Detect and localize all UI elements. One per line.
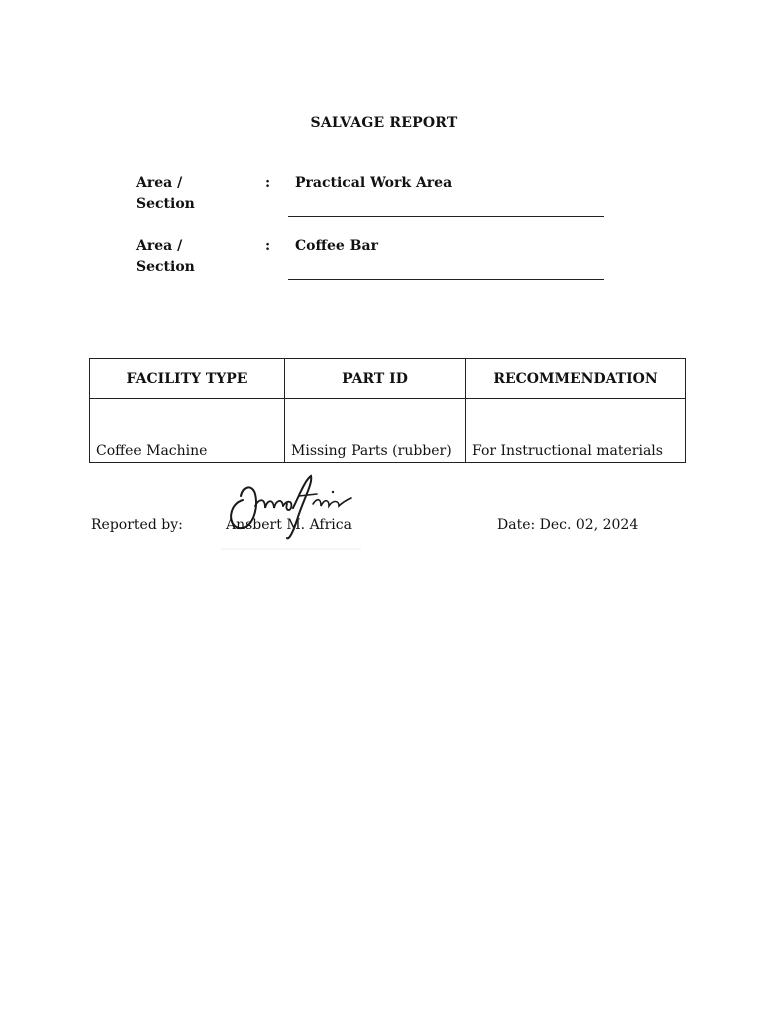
reported-by-label: Reported by:	[91, 517, 183, 533]
salvage-table	[89, 358, 686, 463]
field-colon: :	[265, 238, 271, 254]
field-value-area-section-1: Practical Work Area	[295, 175, 453, 191]
field-label-line1: Area /	[136, 175, 183, 191]
report-date: Date: Dec. 02, 2024	[497, 517, 639, 533]
field-underline	[288, 279, 604, 280]
cell-facility-type: Coffee Machine	[90, 399, 285, 463]
field-label-line2: Section	[136, 259, 195, 275]
field-colon: :	[265, 175, 271, 191]
column-header-part-id: PART ID	[285, 359, 466, 399]
reporter-name: Ansbert M. Africa	[226, 517, 352, 533]
table-row	[90, 399, 686, 463]
field-value-area-section-2: Coffee Bar	[295, 238, 378, 254]
field-underline	[288, 216, 604, 217]
signature-icon	[221, 470, 361, 550]
report-title: SALVAGE REPORT	[310, 115, 458, 131]
column-header-recommendation: RECOMMENDATION	[466, 359, 686, 399]
column-header-facility-type: FACILITY TYPE	[90, 359, 285, 399]
field-label-line2: Section	[136, 196, 195, 212]
field-label-line1: Area /	[136, 238, 183, 254]
field-label-area-section-2	[136, 236, 246, 278]
field-label-area-section-1	[136, 173, 246, 215]
cell-part-id: Missing Parts (rubber)	[285, 399, 466, 463]
table-header-row	[90, 359, 686, 399]
cell-recommendation: For Instructional materials	[466, 399, 686, 463]
